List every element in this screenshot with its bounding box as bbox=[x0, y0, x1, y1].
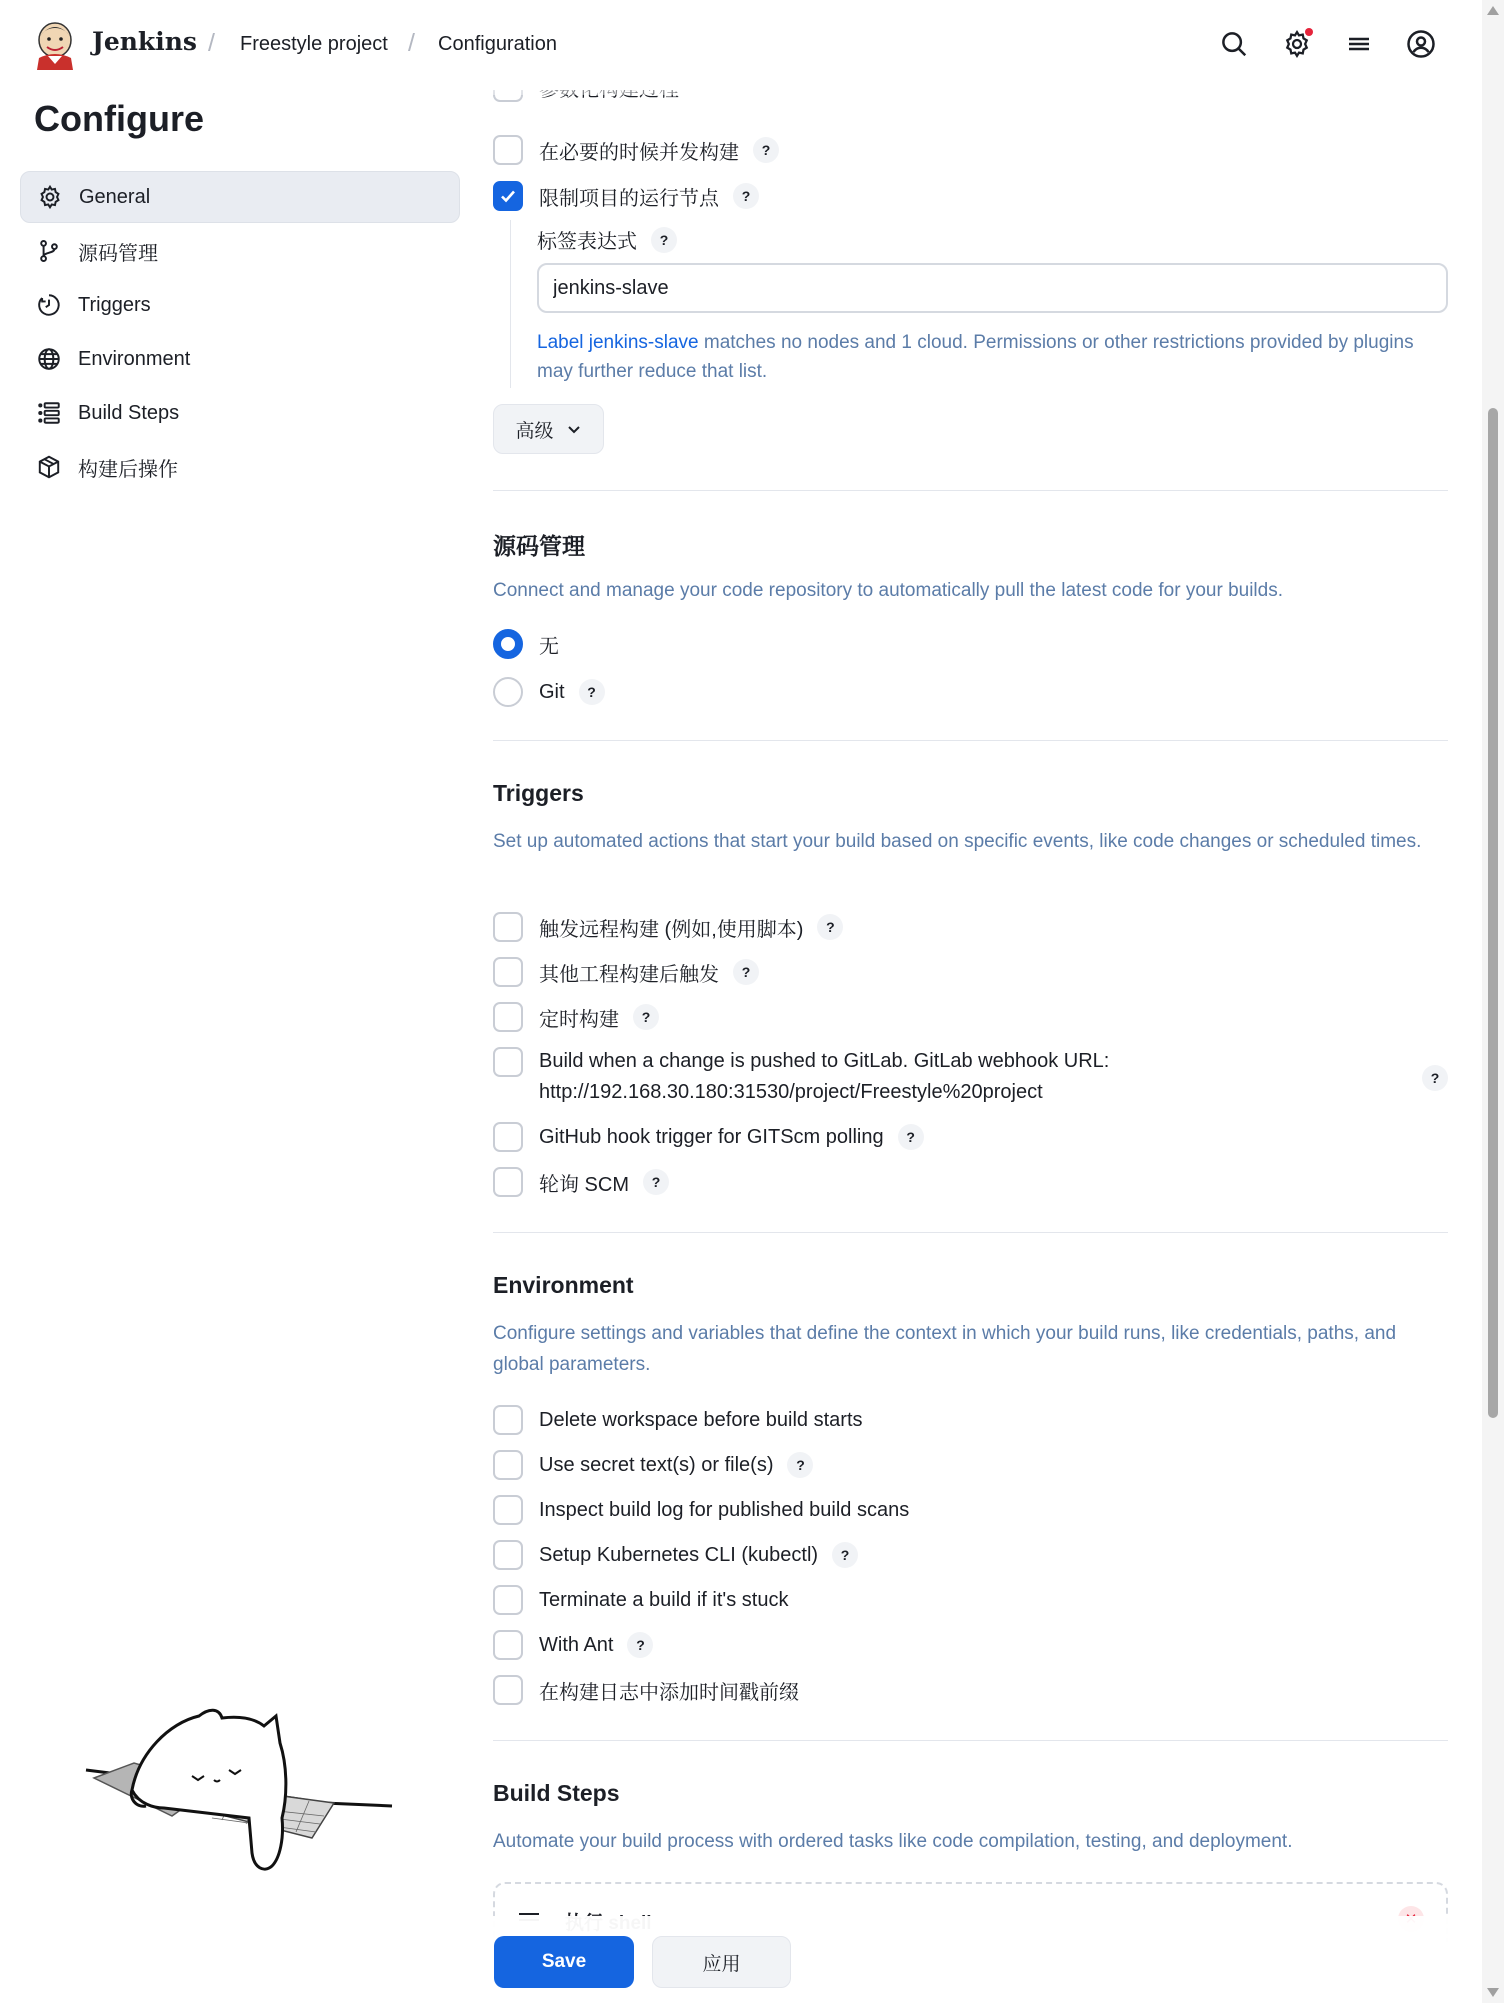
trigger-checkbox[interactable] bbox=[493, 1002, 523, 1032]
env-checkbox[interactable] bbox=[493, 1450, 523, 1480]
env-checkbox[interactable] bbox=[493, 1585, 523, 1615]
advanced-label: 高级 bbox=[515, 420, 554, 442]
env-with-ant[interactable] bbox=[493, 1630, 653, 1660]
option-label: Delete workspace before build starts bbox=[539, 1408, 863, 1431]
scroll-up-arrow[interactable] bbox=[1487, 6, 1499, 15]
scm-git-radio[interactable] bbox=[493, 677, 523, 707]
option-label: 无 bbox=[539, 635, 559, 658]
environment-section-title: Environment bbox=[493, 1272, 634, 1298]
sidebar-item-label: 源码管理 bbox=[78, 242, 158, 265]
env-terminate-stuck[interactable] bbox=[493, 1585, 788, 1615]
build-steps-section-title: Build Steps bbox=[493, 1780, 620, 1806]
advanced-button[interactable] bbox=[493, 404, 604, 454]
sidebar-item-triggers[interactable] bbox=[20, 279, 460, 331]
sidebar-item-scm[interactable] bbox=[20, 225, 460, 277]
trigger-poll-scm[interactable] bbox=[493, 1167, 669, 1197]
help-icon[interactable]: ? bbox=[817, 914, 843, 940]
option-label: Git bbox=[539, 680, 565, 703]
breadcrumb-configuration[interactable]: Configuration bbox=[438, 33, 557, 55]
option-label: Setup Kubernetes CLI (kubectl) bbox=[539, 1543, 819, 1566]
trigger-periodic-build[interactable] bbox=[493, 1002, 659, 1032]
search-button[interactable] bbox=[1216, 26, 1252, 62]
option-label: 其他工程构建后触发 bbox=[539, 963, 719, 986]
brand-name[interactable]: Jenkins bbox=[92, 27, 197, 56]
sidebar-item-general[interactable] bbox=[20, 171, 460, 223]
save-button[interactable]: Save bbox=[494, 1936, 634, 1988]
section-divider bbox=[493, 740, 1448, 741]
nested-indent-bar bbox=[510, 220, 511, 388]
label-match-message bbox=[537, 328, 1437, 386]
package-icon bbox=[36, 454, 62, 480]
checkmark-icon bbox=[498, 186, 518, 206]
trigger-checkbox[interactable] bbox=[493, 1122, 523, 1152]
gitlab-webhook-url: http://192.168.30.180:31530/project/Freestyle%20project bbox=[539, 1081, 1043, 1103]
label-link[interactable]: Label jenkins-slave bbox=[537, 332, 699, 353]
label-expression-label: 标签表达式 bbox=[537, 231, 637, 253]
chevron-down-icon bbox=[566, 421, 582, 437]
trigger-after-other-projects[interactable] bbox=[493, 957, 759, 987]
help-icon[interactable]: ? bbox=[651, 227, 677, 253]
scm-none-radio[interactable] bbox=[493, 629, 523, 659]
option-label: 触发远程构建 (例如,使用脚本) bbox=[539, 918, 804, 941]
scm-option-none[interactable] bbox=[493, 629, 559, 659]
help-icon[interactable]: ? bbox=[753, 137, 779, 163]
section-divider bbox=[493, 1740, 1448, 1741]
sidebar-item-label: General bbox=[79, 185, 151, 208]
user-icon bbox=[1406, 29, 1436, 59]
sidebar-item-post-build[interactable] bbox=[20, 441, 460, 493]
trigger-checkbox[interactable] bbox=[493, 1047, 523, 1077]
trigger-github-hook[interactable] bbox=[493, 1122, 924, 1152]
jenkins-logo[interactable] bbox=[34, 20, 76, 70]
sidebar-item-environment[interactable] bbox=[20, 333, 460, 385]
scrollbar-thumb[interactable] bbox=[1488, 408, 1498, 1418]
option-label: Use secret text(s) or file(s) bbox=[539, 1453, 774, 1476]
help-icon[interactable]: ? bbox=[733, 183, 759, 209]
env-secret-text[interactable] bbox=[493, 1450, 813, 1480]
option-label: Inspect build log for published build scans bbox=[539, 1498, 910, 1521]
label-expression-input[interactable] bbox=[537, 263, 1448, 313]
breadcrumb-freestyle-project[interactable]: Freestyle project bbox=[240, 33, 388, 55]
gear-icon bbox=[37, 184, 63, 210]
help-icon[interactable]: ? bbox=[787, 1452, 813, 1478]
branch-icon bbox=[36, 238, 62, 264]
help-icon[interactable]: ? bbox=[733, 959, 759, 985]
list-icon bbox=[36, 400, 62, 426]
option-label: GitHub hook trigger for GITScm polling bbox=[539, 1125, 884, 1148]
apply-button[interactable]: 应用 bbox=[652, 1936, 791, 1988]
help-icon[interactable]: ? bbox=[898, 1124, 924, 1150]
clock-icon bbox=[36, 292, 62, 318]
sidebar-item-build-steps[interactable] bbox=[20, 387, 460, 439]
env-checkbox[interactable] bbox=[493, 1495, 523, 1525]
gitlab-trigger-label: Build when a change is pushed to GitLab. GitLab webhook URL: bbox=[539, 1050, 1110, 1072]
env-inspect-build-log[interactable] bbox=[493, 1495, 909, 1525]
manage-jenkins-button[interactable] bbox=[1279, 26, 1315, 62]
option-label: 限制项目的运行节点 bbox=[539, 187, 719, 210]
sidebar-nav bbox=[20, 171, 460, 495]
breadcrumb-separator: / bbox=[408, 29, 415, 57]
scm-option-git[interactable] bbox=[493, 677, 605, 707]
option-label: 定时构建 bbox=[539, 1008, 619, 1031]
menu-icon bbox=[1344, 29, 1374, 59]
option-label: 在必要的时候并发构建 bbox=[539, 141, 739, 164]
scm-section-title: 源码管理 bbox=[493, 533, 585, 559]
page-title: Configure bbox=[34, 98, 204, 139]
env-checkbox[interactable] bbox=[493, 1540, 523, 1570]
env-checkbox[interactable] bbox=[493, 1405, 523, 1435]
user-button[interactable] bbox=[1403, 26, 1439, 62]
sidebar-item-label: Build Steps bbox=[78, 401, 180, 424]
environment-section-description: Configure settings and variables that define the context in which your build runs, like credentials, paths, and global parameters. bbox=[493, 1323, 1397, 1375]
help-icon[interactable]: ? bbox=[832, 1542, 858, 1568]
help-icon[interactable]: ? bbox=[633, 1004, 659, 1030]
env-delete-workspace[interactable] bbox=[493, 1405, 863, 1435]
trigger-checkbox[interactable] bbox=[493, 912, 523, 942]
scrollbar[interactable] bbox=[1482, 0, 1504, 2003]
help-icon[interactable]: ? bbox=[627, 1632, 653, 1658]
top-header bbox=[0, 0, 1482, 90]
env-timestamps[interactable] bbox=[493, 1675, 799, 1705]
help-icon[interactable]: ? bbox=[1422, 1065, 1448, 1091]
notification-dot bbox=[1305, 28, 1313, 36]
trigger-remote-build[interactable] bbox=[493, 912, 843, 942]
menu-button[interactable] bbox=[1341, 26, 1377, 62]
option-concurrent-builds[interactable] bbox=[493, 135, 779, 165]
label-message-text: matches no nodes and 1 cloud. Permissions or other restrictions provided by plugins may further reduce that list. bbox=[537, 332, 1414, 382]
sidebar-item-label: 构建后操作 bbox=[78, 458, 178, 481]
option-label: Terminate a build if it's stuck bbox=[539, 1588, 789, 1611]
section-divider bbox=[493, 490, 1448, 491]
env-checkbox[interactable] bbox=[493, 1630, 523, 1660]
option-label: With Ant bbox=[539, 1633, 614, 1656]
breadcrumb-separator: / bbox=[208, 29, 215, 57]
option-label: 在构建日志中添加时间戳前缀 bbox=[539, 1681, 799, 1704]
sidebar-item-label: Triggers bbox=[78, 293, 151, 316]
option-restrict-node[interactable] bbox=[493, 181, 759, 211]
triggers-section-title: Triggers bbox=[493, 780, 584, 806]
scroll-down-arrow[interactable] bbox=[1487, 1988, 1499, 1997]
concurrent-builds-checkbox[interactable] bbox=[493, 135, 523, 165]
trigger-gitlab-push[interactable] bbox=[493, 1046, 1448, 1108]
cat-typing-illustration bbox=[84, 1708, 394, 1888]
restrict-node-checkbox[interactable] bbox=[493, 181, 523, 211]
help-icon[interactable]: ? bbox=[643, 1169, 669, 1195]
env-checkbox[interactable] bbox=[493, 1675, 523, 1705]
label-expression-heading bbox=[537, 225, 677, 254]
trigger-checkbox[interactable] bbox=[493, 957, 523, 987]
search-icon bbox=[1219, 29, 1249, 59]
trigger-checkbox[interactable] bbox=[493, 1167, 523, 1197]
help-icon[interactable]: ? bbox=[579, 679, 605, 705]
option-label: 轮询 SCM bbox=[539, 1173, 629, 1196]
triggers-section-description: Set up automated actions that start your build based on specific events, like code changes or scheduled times. bbox=[493, 831, 1422, 852]
env-kubectl[interactable] bbox=[493, 1540, 858, 1570]
gitlab-trigger-text bbox=[539, 1046, 1109, 1108]
build-steps-section-description: Automate your build process with ordered tasks like code compilation, testing, and deployment. bbox=[493, 1831, 1293, 1852]
globe-icon bbox=[36, 346, 62, 372]
section-divider bbox=[493, 1232, 1448, 1233]
scm-section-description: Connect and manage your code repository to automatically pull the latest code for your builds. bbox=[493, 580, 1284, 601]
sidebar-item-label: Environment bbox=[78, 347, 191, 370]
